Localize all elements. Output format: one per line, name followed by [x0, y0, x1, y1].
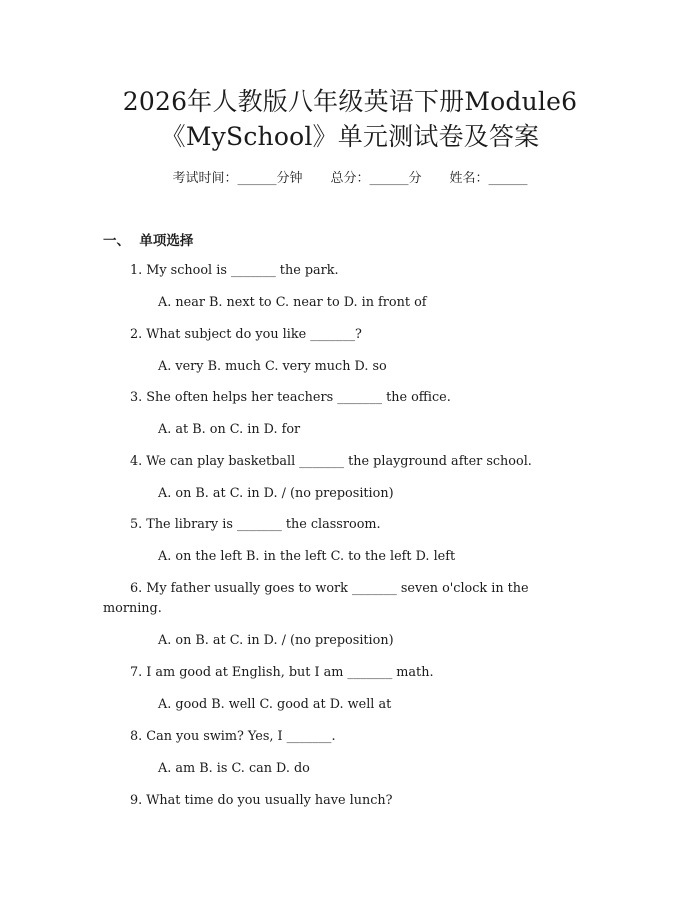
- question-3-options: A. at B. on C. in D. for: [158, 422, 301, 437]
- question-7: 7. I am good at English, but I am _______ math.: [130, 665, 434, 680]
- question-9: 9. What time do you usually have lunch?: [130, 793, 393, 808]
- question-3: 3. She often helps her teachers _______ the office.: [130, 390, 451, 405]
- exam-meta: [0, 170, 700, 188]
- name-field: 姓名：______: [449, 171, 528, 186]
- question-2: 2. What subject do you like _______?: [130, 327, 362, 342]
- page-subtitle: 《MySchool》单元测试卷及答案: [160, 122, 540, 151]
- question-1-options: A. near B. next to C. near to D. in front of: [158, 295, 427, 310]
- question-6: 6. My father usually goes to work _______ seven o'clock in the morning.: [103, 581, 529, 616]
- question-4: 4. We can play basketball _______ the playground after school.: [130, 454, 532, 469]
- section-heading: 一、 单项选择: [103, 233, 194, 249]
- question-7-options: A. good B. well C. good at D. well at: [158, 697, 392, 712]
- question-5-options: A. on the left B. in the left C. to the left D. left: [158, 549, 456, 564]
- question-8: 8. Can you swim? Yes, I _______.: [130, 729, 336, 744]
- question-2-options: A. very B. much C. very much D. so: [158, 359, 387, 374]
- page-title: 2026年人教版八年级英语下册Module6: [122, 87, 578, 116]
- question-4-options: A. on B. at C. in D. / (no preposition): [158, 486, 394, 501]
- total-score-field: 总分：______分: [330, 171, 422, 186]
- question-5: 5. The library is _______ the classroom.: [130, 517, 381, 532]
- question-6-options: A. on B. at C. in D. / (no preposition): [158, 633, 394, 648]
- question-8-options: A. am B. is C. can D. do: [158, 761, 310, 776]
- exam-time-field: 考试时间：______分钟: [172, 171, 303, 186]
- question-1: 1. My school is _______ the park.: [130, 263, 339, 278]
